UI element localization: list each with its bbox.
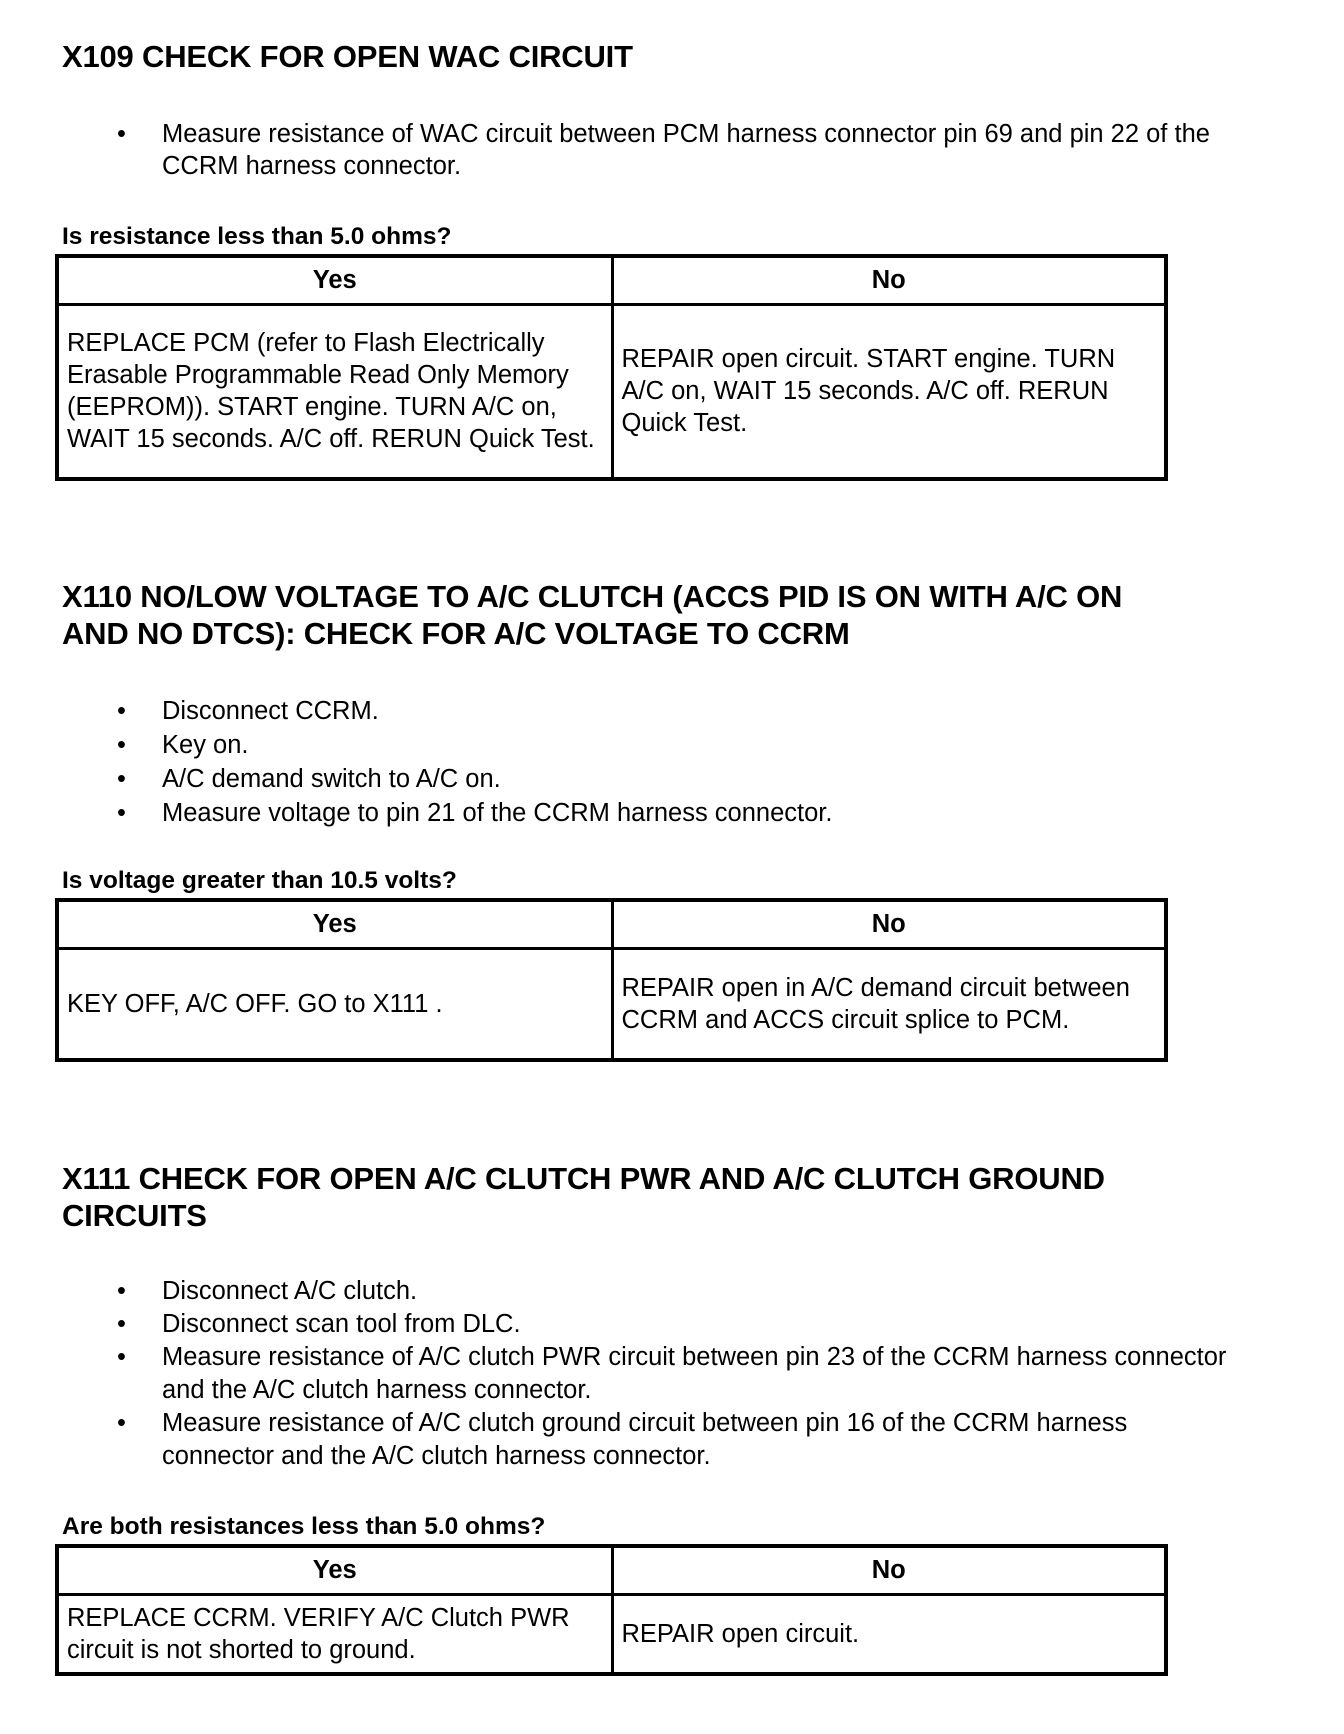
question-x109: Is resistance less than 5.0 ohms? — [62, 223, 452, 250]
bullet-icon: • — [117, 731, 126, 759]
bullet-icon: • — [117, 799, 126, 827]
bullet-icon: • — [117, 1343, 126, 1371]
steps-list-x110 — [110, 694, 1290, 830]
no-header: No — [612, 900, 1166, 948]
steps-list-x109 — [110, 118, 1260, 182]
yes-header: Yes — [57, 1546, 612, 1594]
title-line: X109 CHECK FOR OPEN WAC CIRCUIT — [62, 39, 633, 74]
bullet-icon: • — [117, 697, 126, 725]
decision-table-x110 — [55, 898, 1168, 1062]
question-x110: Is voltage greater than 10.5 volts? — [62, 867, 457, 894]
step-item: • Key on. — [110, 728, 1290, 762]
section-title-x109 — [62, 38, 1282, 75]
bullet-icon: • — [117, 120, 126, 148]
section-title-x110 — [62, 578, 1282, 652]
bullet-icon: • — [117, 1277, 126, 1305]
no-header: No — [612, 1546, 1166, 1594]
title-line: AND NO DTCS): CHECK FOR A/C VOLTAGE TO CCRM — [62, 616, 850, 651]
section-title-x111 — [62, 1160, 1282, 1234]
step-item: • Disconnect scan tool from DLC. — [110, 1308, 1240, 1341]
step-item: • Disconnect A/C clutch. — [110, 1275, 1240, 1308]
title-line: X111 CHECK FOR OPEN A/C CLUTCH PWR AND A/C CLUTCH GROUND — [62, 1161, 1105, 1196]
no-action: REPAIR open in A/C demand circuit between CCRM and ACCS circuit splice to PCM. — [612, 948, 1166, 1060]
bullet-icon: • — [117, 1310, 126, 1338]
bullet-icon: • — [117, 1409, 126, 1437]
step-item: • A/C demand switch to A/C on. — [110, 762, 1290, 796]
step-item: • Measure resistance of A/C clutch PWR circuit between pin 23 of the CCRM harness connector and the A/C clutch harness connector. — [117, 1343, 1227, 1404]
yes-action: REPLACE CCRM. VERIFY A/C Clutch PWR circuit is not shorted to ground. — [57, 1594, 612, 1674]
no-action: REPAIR open circuit. START engine. TURN A/C on, WAIT 15 seconds. A/C off. RERUN Quick Test. — [612, 304, 1166, 479]
bullet-icon: • — [117, 765, 126, 793]
title-line: X110 NO/LOW VOLTAGE TO A/C CLUTCH (ACCS PID IS ON WITH A/C ON — [62, 579, 1123, 614]
step-item: • Measure resistance of A/C clutch ground circuit between pin 16 of the CCRM harness connector and the A/C clutch harness connector. — [117, 1409, 1128, 1470]
yes-action: KEY OFF, A/C OFF. GO to X111 . — [57, 948, 612, 1060]
yes-action: REPLACE PCM (refer to Flash Electrically Erasable Programmable Read Only Memory (EEPROM)). START engine. TURN A/C on, WAIT 15 seconds. A/C off. RERUN Quick Test. — [57, 304, 612, 479]
step-item: • Measure voltage to pin 21 of the CCRM harness connector. — [110, 796, 1290, 830]
decision-table-x109 — [55, 254, 1168, 481]
steps-list-x111 — [110, 1275, 1240, 1473]
step-item: • Measure resistance of WAC circuit between PCM harness connector pin 69 and pin 22 of the CCRM harness connector. — [117, 120, 1210, 180]
no-action: REPAIR open circuit. — [612, 1594, 1166, 1674]
decision-table-x111 — [55, 1544, 1168, 1676]
yes-header: Yes — [57, 900, 612, 948]
step-item: • Disconnect CCRM. — [110, 694, 1290, 728]
title-line: CIRCUITS — [62, 1198, 207, 1233]
question-x111: Are both resistances less than 5.0 ohms? — [62, 1513, 546, 1540]
no-header: No — [612, 256, 1166, 304]
yes-header: Yes — [57, 256, 612, 304]
